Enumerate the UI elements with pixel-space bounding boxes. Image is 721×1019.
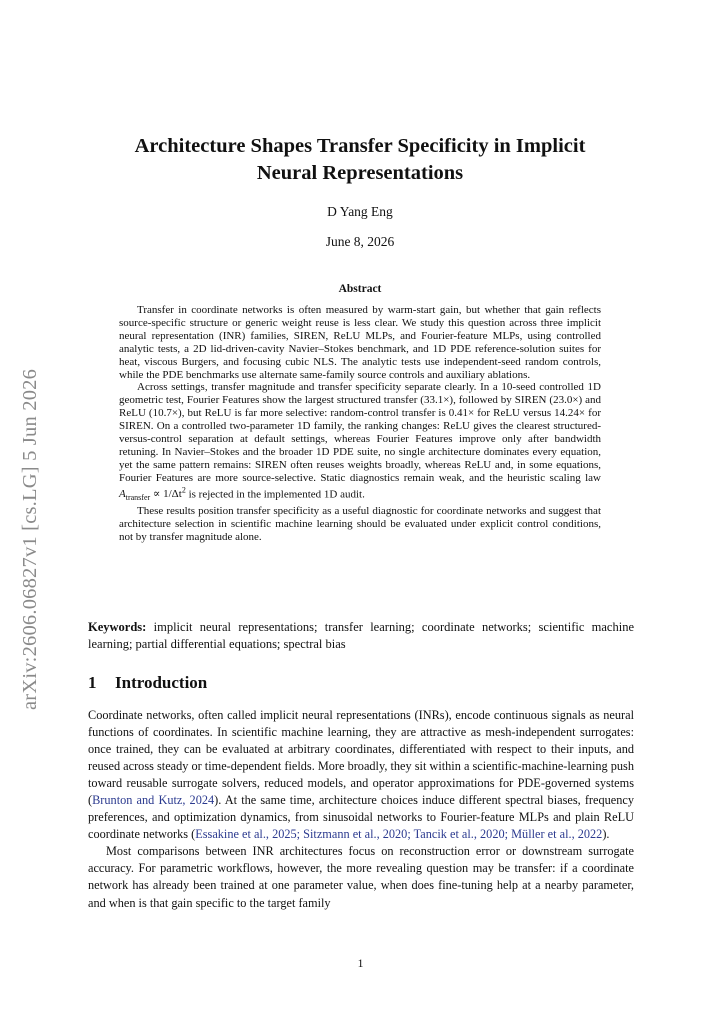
keywords	[88, 619, 634, 653]
abstract-paragraph-3: These results position transfer specificity as a useful diagnostic for coordinate networks and suggest that architecture selection in scientific machine learning should be evaluated under explicit control conditions, not by transfer magnitude alone.	[119, 505, 601, 544]
abstract-body	[119, 304, 601, 544]
author-name: D Yang Eng	[327, 204, 393, 219]
title-line-1: Architecture Shapes Transfer Specificity in Implicit	[134, 135, 586, 157]
scaling-law-formula: $A_{transfer} \propto 1/\Delta t^2$	[119, 485, 186, 503]
section-number: 1	[88, 673, 97, 692]
citation-tancik[interactable]: Tancik et al., 2020	[413, 827, 505, 842]
intro-paragraph-2: Most comparisons between INR architectures focus on reconstruction error or downstream surrogate accuracy. For parametric workflows, however, the more revealing question may be transfer: if a coordinate network has already been trained at one parameter value, when does fine-tuning help at a nearby parameter, and when is that gain specific to the target family	[88, 844, 634, 910]
paper-title	[80, 133, 640, 187]
keywords-list: implicit neural representations; transfer learning; coordinate networks; scientific machine learning; partial differential equations; spectral bias	[88, 620, 635, 651]
citation-sitzmann[interactable]: Sitzmann et al., 2020	[303, 827, 408, 842]
intro-paragraph-1: Coordinate networks, often called implicit neural representations (INRs), encode continuous signals as neural functions of coordinates. In scientific machine learning, they are attractive as mesh-independent surrogates: once trained, they can be evaluated at arbitrary coordinates, differentiated with respect to their inputs, and reused across steady or time-dependent fields. More broadly, they sit within a scientific-machine-learning push toward reusable surrogate solvers, reduced models, and operator approximations for PDE-governed systems (Brunton and Kutz, 2024). At the same time, architecture choices induce different spectral biases, frequency preferences, and optimization dynamics, from sinusoidal networks to Fourier-feature MLPs and plain ReLU coordinate networks (Essakine et al., 2025; Sitzmann et al., 2020; Tancik et al., 2020; Müller et al., 2022).	[88, 708, 634, 842]
abstract-heading: Abstract	[338, 283, 382, 295]
citation-essakine[interactable]: Essakine et al., 2025	[195, 827, 297, 842]
publication-date: June 8, 2026	[325, 234, 395, 249]
abstract-paragraph-1: Transfer in coordinate networks is often measured by warm-start gain, but whether that gain reflects source-specific structure or generic weight reuse is less clear. We study this question across three implicit neural representation (INR) families, SIREN, ReLU MLPs, and Fourier-feature MLPs, using controlled analytic tests, a 2D lid-driven-cavity Navier–Stokes benchmark, and 1D PDE reference-solution suites for heat, viscous Burgers, and focusing cubic NLS. The analytic tests use independent-seed random controls, while the PDE benchmarks use alternate same-family source controls and auxiliary ablations.	[119, 304, 601, 381]
section-title: Introduction	[115, 673, 208, 692]
citation-muller[interactable]: Müller et al., 2022	[511, 827, 603, 842]
introduction-body	[88, 707, 634, 912]
arxiv-identifier-stamp: arXiv:2606.06827v1 [cs.LG] 5 Jun 2026	[19, 368, 41, 710]
title-line-2: Neural Representations	[256, 162, 464, 184]
keywords-label: Keywords:	[88, 620, 147, 634]
section-heading-introduction	[88, 673, 634, 693]
abstract-paragraph-2: Across settings, transfer magnitude and transfer specificity separate clearly. In a 10-seed controlled 1D geometric test, Fourier Features show the largest structured transfer (33.1×), followed by SIREN (23.0×) and ReLU (10.7×), but ReLU is far more selective: random-control transfer is 0.41× for ReLU versus 14.24× for SIREN. On a controlled two-parameter 1D family, the ranking changes: ReLU gives the clearest structured-versus-control separation at default settings, whereas Fourier Features improve only after bandwidth retuning. In Navier–Stokes and the broader 1D PDE suite, no single architecture dominates every equation, yet the same pattern remains: SIREN often reuses weights broadly, whereas ReLU and, in some equations, Fourier Features are more source-selective. Static diagnostics remain weak, and the heuristic scaling law $A_{transfer} \propto 1/\Delta t^2$ is rejected in the implemented 1D audit.	[119, 381, 601, 503]
citation-brunton-kutz[interactable]: Brunton and Kutz, 2024	[92, 793, 215, 808]
page-number: 1	[357, 956, 364, 970]
